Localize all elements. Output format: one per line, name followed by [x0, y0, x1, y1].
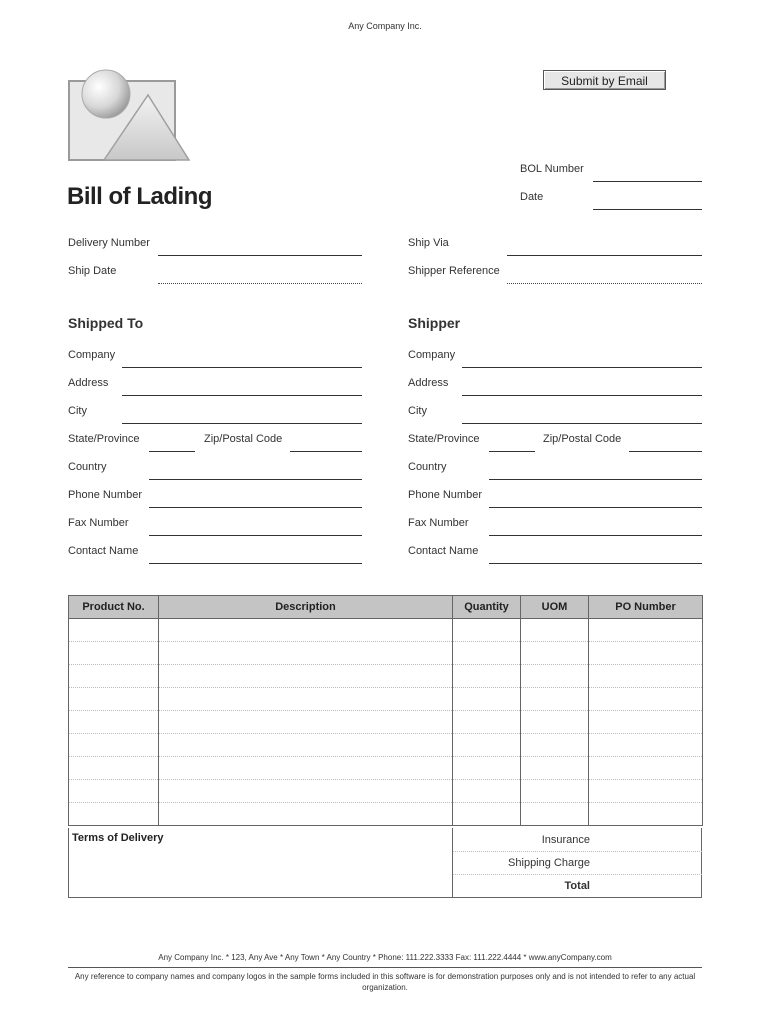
cell-po-number[interactable]	[589, 665, 703, 688]
shipper-address-label: Address	[408, 377, 449, 389]
terms-of-delivery-label: Terms of Delivery	[72, 832, 164, 844]
bol-number-field[interactable]	[593, 181, 702, 182]
cell-description[interactable]	[159, 619, 453, 642]
shipper-heading: Shipper	[408, 315, 461, 331]
cell-quantity[interactable]	[453, 665, 521, 688]
date-label: Date	[520, 191, 544, 203]
cell-po-number[interactable]	[589, 780, 703, 803]
cell-po-number[interactable]	[589, 642, 703, 665]
summary-divider	[452, 828, 453, 898]
shipper-company-field[interactable]	[462, 367, 702, 368]
cell-uom[interactable]	[521, 711, 589, 734]
shipped-to-city-label: City	[68, 405, 87, 417]
footer-disclaimer: Any reference to company names and company logos in the sample forms included in this software is for demonstration purposes only and is not intended to refer to any actual organization.	[74, 972, 696, 992]
image-placeholder-icon	[68, 68, 190, 164]
shipped-to-zip-field[interactable]	[290, 451, 362, 452]
ship-via-label: Ship Via	[408, 237, 449, 249]
shipped-to-country-label: Country	[68, 461, 107, 473]
cell-quantity[interactable]	[453, 757, 521, 780]
cell-product-no[interactable]	[69, 642, 159, 665]
terms-of-delivery-field[interactable]	[69, 848, 451, 896]
shipper-city-label: City	[408, 405, 427, 417]
cell-po-number[interactable]	[589, 757, 703, 780]
cell-description[interactable]	[159, 780, 453, 803]
cell-po-number[interactable]	[589, 619, 703, 642]
cell-product-no[interactable]	[69, 665, 159, 688]
table-row	[69, 642, 703, 665]
column-header-description: Description	[159, 596, 453, 619]
cell-uom[interactable]	[521, 757, 589, 780]
cell-description[interactable]	[159, 803, 453, 826]
shipped-to-zip-label: Zip/Postal Code	[204, 433, 283, 445]
cell-uom[interactable]	[521, 803, 589, 826]
cell-product-no[interactable]	[69, 780, 159, 803]
cell-description[interactable]	[159, 642, 453, 665]
cell-quantity[interactable]	[453, 734, 521, 757]
shipper-phone-field[interactable]	[489, 507, 702, 508]
shipper-reference-label: Shipper Reference	[408, 265, 500, 277]
page-title: Bill of Lading	[67, 183, 212, 210]
shipping-charge-label: Shipping Charge	[508, 857, 590, 869]
shipper-company-label: Company	[408, 349, 456, 361]
shipped-to-heading: Shipped To	[68, 315, 144, 331]
date-field[interactable]	[593, 209, 702, 210]
table-row	[69, 688, 703, 711]
cell-description[interactable]	[159, 665, 453, 688]
column-header-po-number: PO Number	[589, 596, 703, 619]
cell-description[interactable]	[159, 734, 453, 757]
cell-quantity[interactable]	[453, 711, 521, 734]
ship-date-field[interactable]	[158, 283, 362, 284]
table-header-row	[69, 596, 703, 619]
cell-product-no[interactable]	[69, 711, 159, 734]
delivery-number-label: Delivery Number	[68, 237, 150, 249]
shipper-zip-field[interactable]	[629, 451, 702, 452]
cell-quantity[interactable]	[453, 688, 521, 711]
cell-uom[interactable]	[521, 619, 589, 642]
cell-uom[interactable]	[521, 734, 589, 757]
cell-uom[interactable]	[521, 665, 589, 688]
cell-uom[interactable]	[521, 780, 589, 803]
table-row	[69, 780, 703, 803]
bol-number-label: BOL Number	[520, 163, 584, 175]
shipper-zip-label: Zip/Postal Code	[543, 433, 622, 445]
submit-by-email-button[interactable]: Submit by Email	[543, 70, 666, 90]
shipper-state-label: State/Province	[408, 433, 480, 445]
shipped-to-state-field[interactable]	[149, 451, 195, 452]
shipper-reference-field[interactable]	[507, 283, 702, 284]
cell-po-number[interactable]	[589, 803, 703, 826]
shipped-to-company-label: Company	[68, 349, 116, 361]
cell-uom[interactable]	[521, 642, 589, 665]
shipped-to-phone-label: Phone Number	[68, 489, 142, 501]
shipper-country-field[interactable]	[489, 479, 702, 480]
total-field[interactable]	[591, 875, 701, 896]
cell-quantity[interactable]	[453, 642, 521, 665]
company-name-header: Any Company Inc.	[348, 21, 422, 31]
cell-quantity[interactable]	[453, 780, 521, 803]
table-row	[69, 734, 703, 757]
shipped-to-phone-field[interactable]	[149, 507, 362, 508]
cell-product-no[interactable]	[69, 757, 159, 780]
shipped-to-address-field[interactable]	[122, 395, 362, 396]
column-header-product-no: Product No.	[69, 596, 159, 619]
shipped-to-country-field[interactable]	[149, 479, 362, 480]
cell-uom[interactable]	[521, 688, 589, 711]
cell-description[interactable]	[159, 688, 453, 711]
table-row	[69, 711, 703, 734]
items-table	[68, 595, 703, 826]
shipper-fax-field[interactable]	[489, 535, 702, 536]
cell-product-no[interactable]	[69, 688, 159, 711]
cell-po-number[interactable]	[589, 688, 703, 711]
shipped-to-state-label: State/Province	[68, 433, 140, 445]
cell-product-no[interactable]	[69, 619, 159, 642]
shipped-to-contact-label: Contact Name	[68, 545, 139, 557]
shipper-phone-label: Phone Number	[408, 489, 482, 501]
shipped-to-fax-label: Fax Number	[68, 517, 129, 529]
shipped-to-fax-field[interactable]	[149, 535, 362, 536]
shipped-to-company-field[interactable]	[122, 367, 362, 368]
shipper-contact-field[interactable]	[489, 563, 702, 564]
ship-via-field[interactable]	[507, 255, 702, 256]
column-header-uom: UOM	[521, 596, 589, 619]
cell-description[interactable]	[159, 711, 453, 734]
footer-divider	[68, 967, 702, 968]
cell-product-no[interactable]	[69, 734, 159, 757]
cell-po-number[interactable]	[589, 711, 703, 734]
delivery-number-field[interactable]	[158, 255, 362, 256]
shipped-to-contact-field[interactable]	[149, 563, 362, 564]
shipper-city-field[interactable]	[462, 423, 702, 424]
cell-description[interactable]	[159, 757, 453, 780]
shipped-to-city-field[interactable]	[122, 423, 362, 424]
shipper-contact-label: Contact Name	[408, 545, 479, 557]
cell-quantity[interactable]	[453, 803, 521, 826]
table-row	[69, 803, 703, 826]
table-row	[69, 757, 703, 780]
table-row	[69, 665, 703, 688]
shipper-address-field[interactable]	[462, 395, 702, 396]
insurance-label: Insurance	[541, 834, 590, 846]
footer-contact-line: Any Company Inc. * 123, Any Ave * Any Town * Any Country * Phone: 111.222.3333 Fax: 111.222.4444 * www.anyCompany.com	[158, 953, 612, 962]
shipper-country-label: Country	[408, 461, 447, 473]
shipper-fax-label: Fax Number	[408, 517, 469, 529]
insurance-field[interactable]	[591, 829, 701, 850]
ship-date-label: Ship Date	[68, 265, 117, 277]
cell-quantity[interactable]	[453, 619, 521, 642]
cell-product-no[interactable]	[69, 803, 159, 826]
column-header-quantity: Quantity	[453, 596, 521, 619]
cell-po-number[interactable]	[589, 734, 703, 757]
shipper-state-field[interactable]	[489, 451, 535, 452]
table-row	[69, 619, 703, 642]
total-label: Total	[564, 880, 590, 892]
shipping-charge-field[interactable]	[591, 852, 701, 873]
shipped-to-address-label: Address	[68, 377, 109, 389]
